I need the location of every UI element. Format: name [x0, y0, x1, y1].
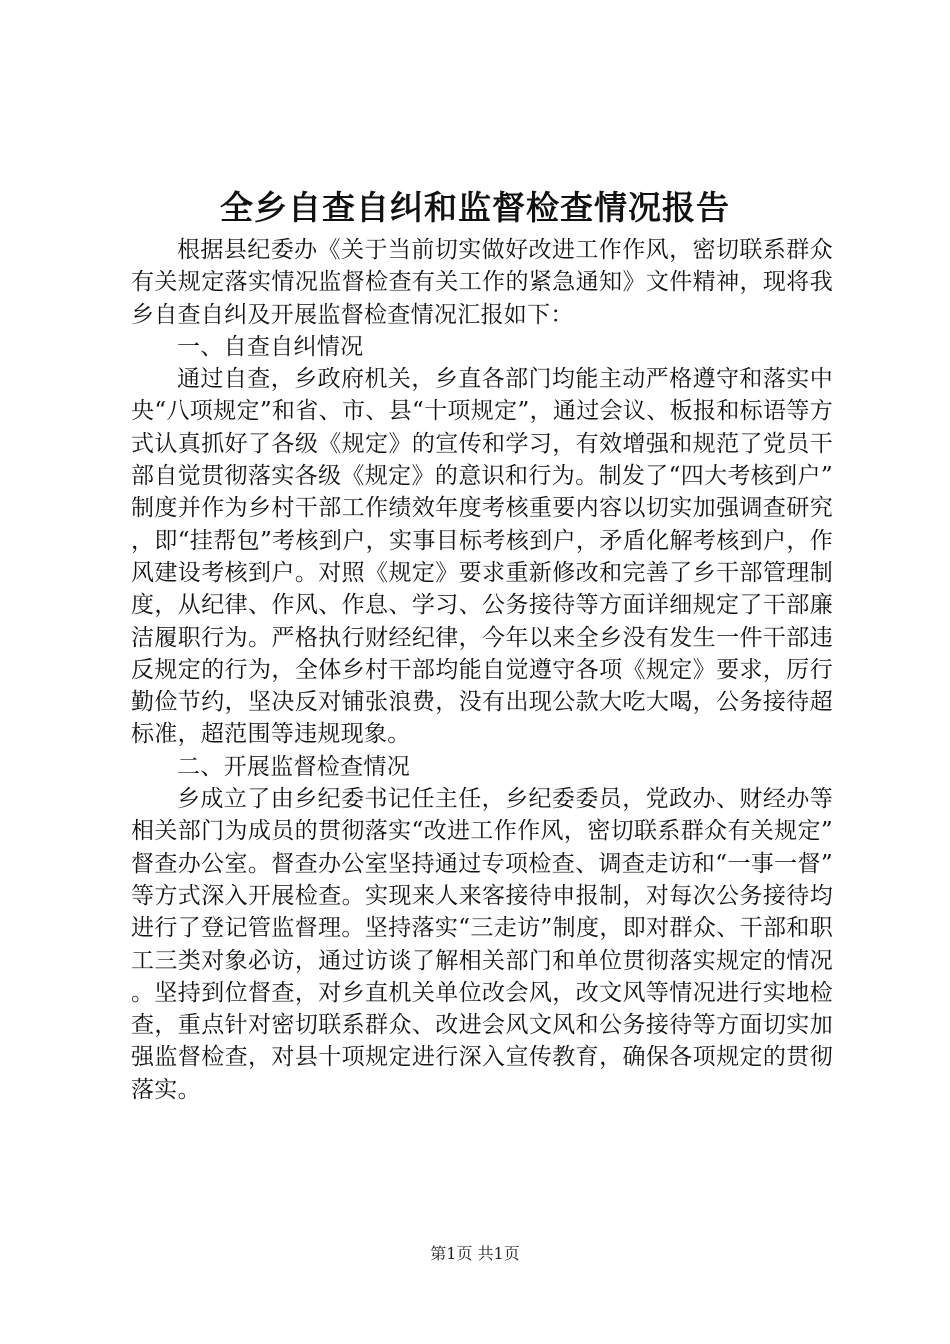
document-body	[131, 234, 833, 1106]
supervision-paragraph: 乡成立了由乡纪委书记任主任，乡纪委委员，党政办、财经办等相关部门为成员的贯彻落实“改进工作作风，密切联系群众有关规定”督查办公室。督查办公室坚持通过专项检查、调查走访和“一事一督”等方式深入开展检查。实现来人来客接待申报制，对每次公务接待均进行了登记管监督理。坚持落实“三走访”制度，即对群众、干部和职工三类对象必访，通过访谈了解相关部门和单位贯彻落实规定的情况。坚持到位督查，对乡直机关单位改会风，改文风等情况进行实地检查，重点针对密切联系群众、改进会风文风和公务接待等方面切实加强监督检查，对县十项规定进行深入宣传教育，确保各项规定的贯彻落实。	[131, 786, 833, 1103]
self-inspection-paragraph: 通过自查，乡政府机关，乡直各部门均能主动严格遵守和落实中央“八项规定”和省、市、县“十项规定”，通过会议、板报和标语等方式认真抓好了各级《规定》的宣传和学习，有效增强和规范了党员干部自觉贯彻落实各级《规定》的意识和行为。制发了“四大考核到户”制度并作为乡村干部工作绩效年度考核重要内容以切实加强调查研究，即“挂帮包”考核到户，实事目标考核到户，矛盾化解考核到户，作风建设考核到户。对照《规定》要求重新修改和完善了乡干部管理制度，从纪律、作风、作息、学习、公务接待等方面详细规定了干部廉洁履职行为。严格执行财经纪律，今年以来全乡没有发生一件干部违反规定的行为，全体乡村干部均能自觉遵守各项《规定》要求，厉行勤俭节约，坚决反对铺张浪费，没有出现公款大吃大喝，公务接待超标准，超范围等违规现象。	[131, 366, 833, 748]
section-heading-supervision: 二、开展监督检查情况	[177, 753, 410, 780]
intro-paragraph: 根据县纪委办《关于当前切实做好改进工作作风，密切联系群众有关规定落实情况监督检查有关工作的紧急通知》文件精神，现将我乡自查自纠及开展监督检查情况汇报如下：	[131, 237, 833, 328]
page-number-footer: 第1页 共1页	[430, 1244, 520, 1263]
document-title: 全乡自查自纠和监督检查情况报告	[220, 188, 730, 227]
section-heading-self-inspection: 一、自查自纠情况	[177, 333, 364, 360]
